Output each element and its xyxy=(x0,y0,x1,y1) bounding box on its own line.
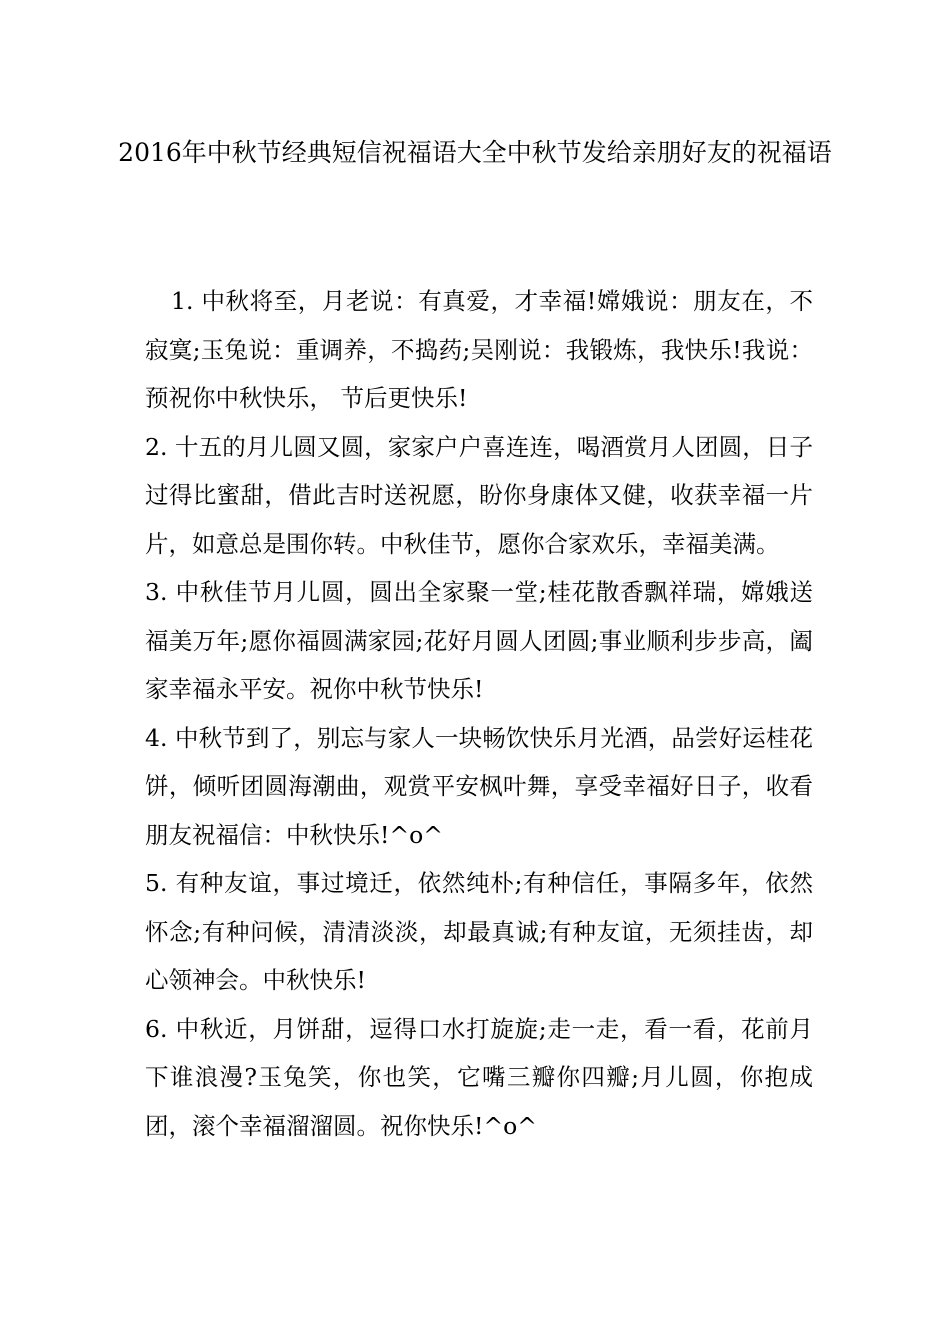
paragraph-4: 4. 中秋节到了，别忘与家人一块畅饮快乐月光酒，品尝好运桂花饼，倾听团圆海潮曲，观赏平安枫叶舞，享受幸福好日子，收看朋友祝福信：中秋快乐!^o^ xyxy=(145,723,813,849)
document-title: 2016年中秋节经典短信祝福语大全中秋节发给亲朋好友的祝福语 xyxy=(118,138,832,167)
paragraph-3: 3. 中秋佳节月儿圆，圆出全家聚一堂;桂花散香飘祥瑞，嫦娥送福美万年;愿你福圆满家园;花好月圆人团圆;事业顺利步步高，阖家幸福永平安。祝你中秋节快乐! xyxy=(145,578,813,703)
paragraph-5: 5. 有种友谊，事过境迁，依然纯朴;有种信任，事隔多年，依然怀念;有种问候，清清淡淡，却最真诚;有种友谊，无须挂齿，却心领神会。中秋快乐! xyxy=(145,869,813,994)
paragraph-6: 6. 中秋近，月饼甜，逗得口水打旋旋;走一走，看一看，花前月下谁浪漫?玉兔笑，你也笑，它嘴三瓣你四瓣;月儿圆，你抱成团，滚个幸福溜溜圆。祝你快乐!^o^ xyxy=(145,1014,813,1140)
paragraph-2: 2. 十五的月儿圆又圆，家家户户喜连连，喝酒赏月人团圆，日子过得比蜜甜，借此吉时送祝愿，盼你身康体又健，收获幸福一片片，如意总是围你转。中秋佳节，愿你合家欢乐，幸福美满。 xyxy=(145,432,813,558)
document-body xyxy=(145,277,813,1150)
paragraph-1: 1. 中秋将至，月老说：有真爱，才幸福!嫦娥说：朋友在，不寂寞;玉兔说：重调养，不捣药;吴刚说：我锻炼，我快乐!我说：预祝你中秋快乐， 节后更快乐! xyxy=(145,287,813,412)
